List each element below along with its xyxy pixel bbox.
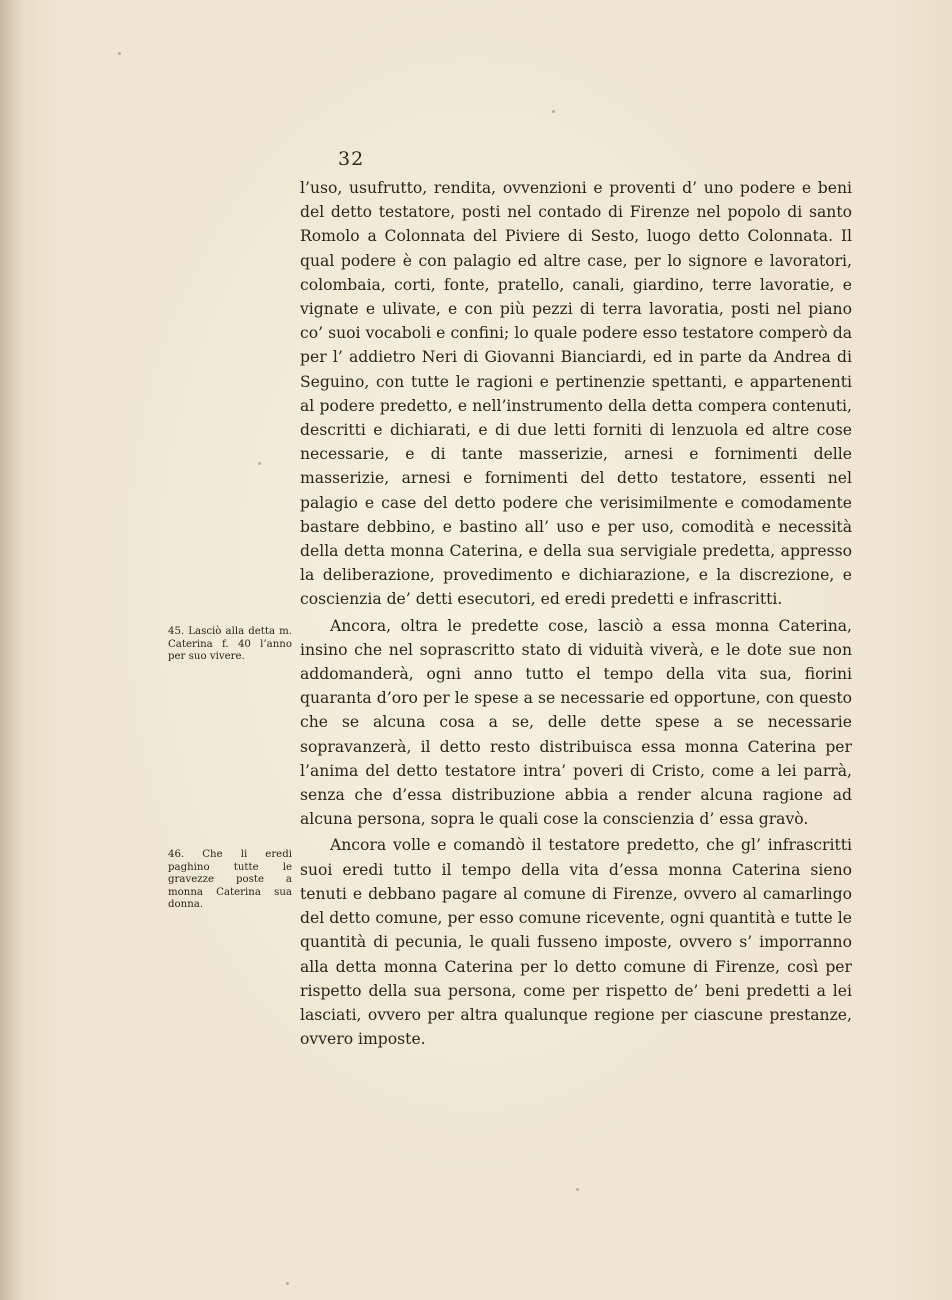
paper-speck	[576, 1188, 579, 1191]
margin-note-46: 46. Che li eredi paghino tutte le gravezze poste a monna Caterina sua donna.	[168, 849, 292, 911]
paper-speck	[118, 52, 121, 55]
paper-speck	[286, 1282, 289, 1285]
paragraph-45: Ancora, oltra le predette cose, lasciò a essa monna Caterina, insino che nel soprascritto stato di viduità viverà, e le dote sue non addomanderà, ogni anno tutto el tempo della vita sua, fiorini quaranta d’oro per le spese a se necessarie ed opportune, con questo che se alcuna cosa a se, delle dette spese a se necessarie sopravanzerà, il detto resto distribuisca essa monna Caterina per l’anima del detto testatore intra’ poveri di Cristo, come a lei parrà, senza che d’essa distribuzione abbia a render alcuna ragione ad alcuna persona, sopra le quali cose la conscienzia d’ essa gravò.	[300, 616, 852, 829]
paper-speck	[258, 462, 261, 465]
page-spine-shadow	[0, 0, 24, 1300]
paper-speck	[552, 110, 555, 113]
paragraph-continuation: l’uso, usufrutto, rendita, ovvenzioni e proventi d’ uno podere e beni del detto testatore, posti nel contado di Firenze nel popolo di santo Romolo a Colonnata del Piviere di Sesto, luogo detto Colonnata. Il qual podere è con palagio ed altre case, per lo signore e lavoratori, colombaia, corti, fonte, pratello, canali, giardino, terre lavoratie, e vignate e ulivate, e con più pezzi di terra lavoratia, posti nel piano co’ suoi vocaboli e confini; lo quale podere esso testatore comperò da per l’ addietro Neri di Giovanni Bianciardi, ed in parte da Andrea di Seguino, con tutte le ragioni e pertinenzie spettanti, e appartenenti al podere predetto, e nell’instrumento della detta compera contenuti, descritti e dichiarati, e di due letti forniti di lenzuola ed altre cose necessarie, e di tante masserizie, arnesi e fornimenti delle masserizie, arnesi e fornimenti del detto testatore, essenti nel palagio e case del detto podere che verisimilmente e comodamente bastare debbino, e bastino all’ uso e per uso, comodità e necessità della detta monna Caterina, e della sua servigiale predetta, appresso la deliberazione, provedimento e dichiarazione, e la discrezione, e coscienzia de’ detti esecutori, ed eredi predetti e infrascritti.	[300, 179, 852, 609]
paragraph-46: Ancora volle e comandò il testatore predetto, che gl’ infrascritti suoi eredi tutto il tempo della vita d’essa monna Caterina sieno tenuti e debbano pagare al comune di Firenze, ovvero al camarlingo del detto comune, per esso comune ricevente, ogni quantità e tutte le quantità di pecunia, le quali fusseno imposte, ovvero s’ imporranno alla detta monna Caterina per lo detto comune di Firenze, così per rispetto della sua persona, come per rispetto de’ beni predetti a lei lasciati, ovvero per altra qualunque regione per ciascune prestanze, ovvero imposte.	[300, 836, 852, 1049]
margin-note-45: 45. Lasciò alla detta m. Caterina f. 40 l’anno per suo vivere.	[168, 626, 292, 663]
page-number: 32	[338, 148, 365, 170]
main-text-column	[300, 176, 852, 1051]
